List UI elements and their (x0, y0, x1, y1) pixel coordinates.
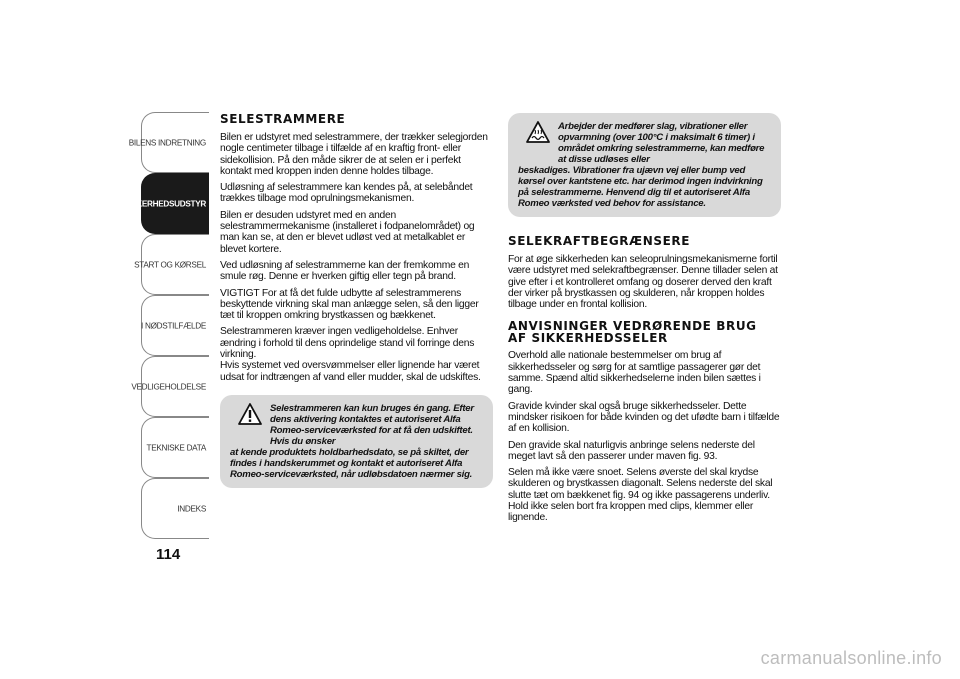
warning-text: at kende produktets holdbarhedsdato, se på skiltet, der findes i handskerummet og kontakt et autoriseret Alfa Romeo-serviceværksted, når udløbsdatoen nærmer sig. (230, 446, 473, 480)
paragraph: Selen må ikke være snoet. Selens øverste del skal krydse skulderen og brystkassen diagonalt. Selens nederste del skal slutte tæt om bækkenet fig. 94 og ikke passagerens underliv. Hold ikke selen bort fra kroppen med clips, klemmer eller lignende. (508, 467, 773, 524)
paragraph: Bilen er desuden udstyret med en anden selestrammermekanisme (installeret i fodpanelområdet) og man kan se, at den er blevet udløst ved at metalkablet er blevet kortere. (220, 209, 475, 255)
paragraph: Gravide kvinder skal også bruge sikkerhedsseler. Dette mindsker risikoen for både kvinden og det ufødte barn i tilfælde af en kollision. (508, 400, 780, 435)
watermark: carmanualsonline.info (760, 648, 942, 668)
right-column (508, 113, 780, 529)
paragraph: Bilen er udstyret med selestrammere, der trækker selegjorden nogle centimeter tilbage i tilfælde af en kraftig front- eller sidekollision. På den måde sikrer de at selen er i perfekt kontakt med kroppen inden denne holdes tilbage. (220, 132, 488, 177)
hot-surface-warning-icon (526, 121, 550, 143)
section-heading-selestrammere: SELESTRAMMERE (220, 112, 346, 126)
tab-label: SIKKERHEDSUDSTYR (123, 199, 206, 208)
warning-box (220, 395, 493, 488)
paragraph: Selestrammeren kræver ingen vedligeholdelse. Enhver ændring i forhold til dens oprindelige stand vil forringe dens virkning. (220, 326, 475, 361)
paragraph: Den gravide skal naturligvis anbringe selens nederste del meget lavt så den passerer under maven fig. 93. (508, 439, 755, 462)
paragraph: For at øge sikkerheden kan seleoprulningsmekanismerne fortil være udstyret med selekraftbegrænser. Denne tillader selen at give efter i et kontrolleret omfang og doserer derved den kraft der virker på brystkassen og skulderen, når kroppen holdes tilbage under en frontal kollision. (508, 254, 778, 311)
tab-label: VEDLIGEHOLDELSE (131, 382, 206, 391)
paragraph: Hvis systemet ved oversvømmelser eller lignende har været udsat for indtrængen af vand eller mudder, skal de udskiftes. (220, 360, 481, 383)
tab-sikkerhedsudstyr[interactable] (123, 173, 209, 234)
paragraph: Ved udløsning af selestrammerne kan der fremkomme en smule røg. Denne er hverken giftig eller tegn på brand. (220, 259, 470, 283)
warning-triangle-icon (238, 403, 262, 425)
warning-text: beskadiges. Vibrationer fra ujævn vej eller bump ved kørsel over kantstene etc. har derimod ingen indvirkning på selestrammerne. Henvend dig til et autoriseret Alfa Romeo værksted ved behov for assistance. (518, 165, 763, 209)
tab-label: BILENS INDRETNING (128, 138, 206, 147)
page-number: 114 (156, 546, 181, 563)
warning-text-indented: Arbejder der medfører slag, vibrationer eller opvarmning (over 100°C i maksimalt 6 timer) i området omkring selestrammerne, kan medføre at disse udløses eller (558, 121, 765, 165)
tab-label: I NØDSTILFÆLDE (141, 321, 206, 330)
tab-label: TEKNISKE DATA (146, 443, 206, 452)
tab-label: INDEKS (177, 504, 206, 513)
paragraph: Udløsning af selestrammere kan kendes på, at selebåndet trækkes tilbage mod oprulningsmekanismen. (220, 182, 473, 205)
tab-start-og-korsel[interactable] (134, 234, 209, 295)
tab-indeks[interactable] (141, 478, 209, 539)
left-column (220, 113, 492, 488)
chapter-tabs (123, 112, 209, 539)
tab-bilens-indretning[interactable] (128, 112, 209, 173)
tab-tekniske-data[interactable] (141, 417, 209, 478)
warning-text-indented: Selestrammeren kan kun bruges én gang. Efter dens aktivering kontaktes et autoriseret Alfa Romeo-serviceværksted for at få den udskiftet. Hvis du ønsker (270, 402, 474, 447)
section-heading-anvisninger: ANVISNINGER VEDRØRENDE BRUG AF SIKKERHEDSSELER (508, 319, 757, 346)
warning-box (508, 113, 781, 217)
tab-vedligeholdelse[interactable] (131, 356, 209, 417)
paragraph: VIGTIGT For at få det fulde udbytte af selestrammerens beskyttende virkning skal man anlægge selen, så den ligger tæt til kroppen omkring brystkassen og bækkenet. (220, 287, 479, 322)
tab-i-nodstilfaelde[interactable] (141, 295, 209, 356)
tab-label: START OG KØRSEL (134, 260, 206, 269)
section-heading-selekraftbegraensere: SELEKRAFTBEGRÆNSERE (508, 234, 691, 248)
paragraph: Overhold alle nationale bestemmelser om brug af sikkerhedsseler og sørg for at samtlige passagerer gør det samme. Spænd altid sikkerhedselerne inden bilen sættes i gang. (508, 350, 761, 396)
